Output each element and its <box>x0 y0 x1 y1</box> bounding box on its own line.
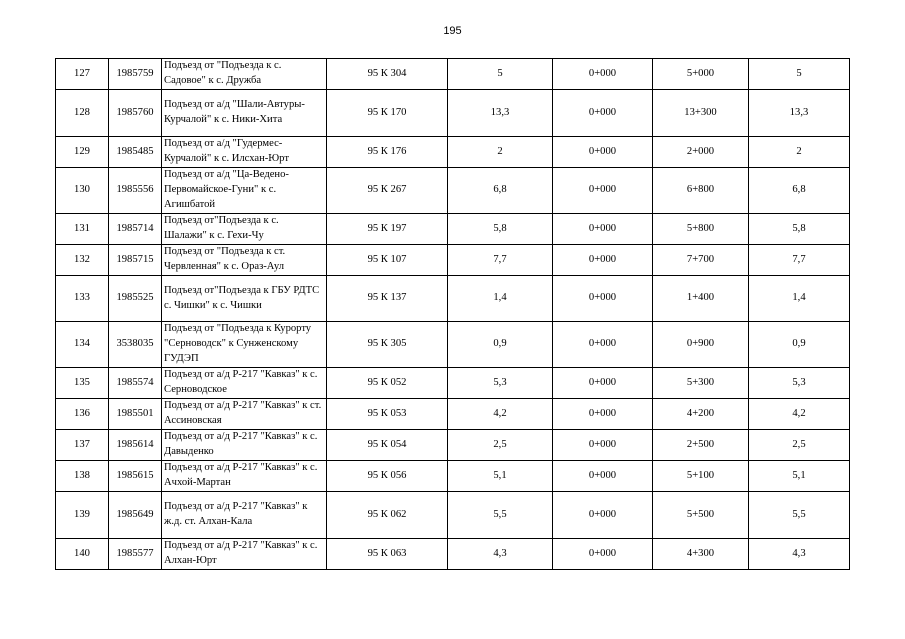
road-length-cell: 1,4 <box>448 276 553 322</box>
start-km-cell: 0+000 <box>553 59 653 90</box>
road-name-cell: Подъезд от "Подъезда к Курорту "Серноводск" к Сунженскому ГУДЭП <box>162 322 327 368</box>
start-km-cell: 0+000 <box>553 430 653 461</box>
road-length-cell: 4,2 <box>448 399 553 430</box>
end-km-cell: 4+200 <box>653 399 749 430</box>
row-number-cell: 131 <box>56 214 109 245</box>
total-length-cell: 1,4 <box>749 276 850 322</box>
total-length-cell: 4,2 <box>749 399 850 430</box>
table-row <box>56 168 850 214</box>
total-length-cell: 6,8 <box>749 168 850 214</box>
road-length-cell: 2,5 <box>448 430 553 461</box>
total-length-cell: 5,8 <box>749 214 850 245</box>
end-km-cell: 5+300 <box>653 368 749 399</box>
table-row <box>56 430 850 461</box>
start-km-cell: 0+000 <box>553 539 653 570</box>
road-length-cell: 5,8 <box>448 214 553 245</box>
end-km-cell: 2+000 <box>653 137 749 168</box>
start-km-cell: 0+000 <box>553 399 653 430</box>
road-id-cell: 3538035 <box>109 322 162 368</box>
road-code-cell: 95 К 107 <box>327 245 448 276</box>
row-number-cell: 138 <box>56 461 109 492</box>
road-length-cell: 5,3 <box>448 368 553 399</box>
road-length-cell: 5,5 <box>448 492 553 539</box>
road-id-cell: 1985715 <box>109 245 162 276</box>
end-km-cell: 5+500 <box>653 492 749 539</box>
total-length-cell: 5,1 <box>749 461 850 492</box>
end-km-cell: 6+800 <box>653 168 749 214</box>
table-row <box>56 322 850 368</box>
road-length-cell: 2 <box>448 137 553 168</box>
start-km-cell: 0+000 <box>553 322 653 368</box>
total-length-cell: 2,5 <box>749 430 850 461</box>
start-km-cell: 0+000 <box>553 492 653 539</box>
road-id-cell: 1985485 <box>109 137 162 168</box>
start-km-cell: 0+000 <box>553 461 653 492</box>
road-name-cell: Подъезд от а/д Р-217 "Кавказ" к с. Серноводское <box>162 368 327 399</box>
total-length-cell: 0,9 <box>749 322 850 368</box>
row-number-cell: 132 <box>56 245 109 276</box>
total-length-cell: 5,5 <box>749 492 850 539</box>
row-number-cell: 136 <box>56 399 109 430</box>
road-id-cell: 1985574 <box>109 368 162 399</box>
road-name-cell: Подъезд от а/д Р-217 "Кавказ" к с. Давыденко <box>162 430 327 461</box>
road-code-cell: 95 К 137 <box>327 276 448 322</box>
road-length-cell: 0,9 <box>448 322 553 368</box>
table-row <box>56 245 850 276</box>
road-length-cell: 6,8 <box>448 168 553 214</box>
row-number-cell: 134 <box>56 322 109 368</box>
road-name-cell: Подъезд от "Подъезда к ст. Червленная" к с. Ораз-Аул <box>162 245 327 276</box>
road-length-cell: 4,3 <box>448 539 553 570</box>
table-row <box>56 59 850 90</box>
road-name-cell: Подъезд от а/д Р-217 "Кавказ" к ст. Ассиновская <box>162 399 327 430</box>
road-code-cell: 95 К 056 <box>327 461 448 492</box>
road-id-cell: 1985760 <box>109 90 162 137</box>
end-km-cell: 4+300 <box>653 539 749 570</box>
road-code-cell: 95 К 170 <box>327 90 448 137</box>
start-km-cell: 0+000 <box>553 368 653 399</box>
road-code-cell: 95 К 197 <box>327 214 448 245</box>
road-id-cell: 1985556 <box>109 168 162 214</box>
road-name-cell: Подъезд от"Подъезда к ГБУ РДТС с. Чишки" к с. Чишки <box>162 276 327 322</box>
start-km-cell: 0+000 <box>553 168 653 214</box>
table-row <box>56 399 850 430</box>
road-code-cell: 95 К 304 <box>327 59 448 90</box>
start-km-cell: 0+000 <box>553 90 653 137</box>
start-km-cell: 0+000 <box>553 276 653 322</box>
table-row <box>56 492 850 539</box>
road-code-cell: 95 К 063 <box>327 539 448 570</box>
road-id-cell: 1985649 <box>109 492 162 539</box>
row-number-cell: 135 <box>56 368 109 399</box>
total-length-cell: 5 <box>749 59 850 90</box>
road-length-cell: 5 <box>448 59 553 90</box>
row-number-cell: 129 <box>56 137 109 168</box>
table-row <box>56 461 850 492</box>
total-length-cell: 13,3 <box>749 90 850 137</box>
roads-table <box>55 58 850 570</box>
total-length-cell: 5,3 <box>749 368 850 399</box>
start-km-cell: 0+000 <box>553 137 653 168</box>
table-row <box>56 276 850 322</box>
row-number-cell: 133 <box>56 276 109 322</box>
road-name-cell: Подъезд от а/д "Шали-Автуры-Курчалой" к с. Ники-Хита <box>162 90 327 137</box>
row-number-cell: 140 <box>56 539 109 570</box>
road-code-cell: 95 К 053 <box>327 399 448 430</box>
road-name-cell: Подъезд от а/д Р-217 "Кавказ" к с. Алхан-Юрт <box>162 539 327 570</box>
road-name-cell: Подъезд от а/д "Ца-Ведено-Первомайское-Гуни" к с. Агишбатой <box>162 168 327 214</box>
road-name-cell: Подъезд от"Подъезда к с. Шалажи" к с. Гехи-Чу <box>162 214 327 245</box>
road-code-cell: 95 К 062 <box>327 492 448 539</box>
total-length-cell: 7,7 <box>749 245 850 276</box>
row-number-cell: 137 <box>56 430 109 461</box>
end-km-cell: 7+700 <box>653 245 749 276</box>
road-id-cell: 1985759 <box>109 59 162 90</box>
end-km-cell: 1+400 <box>653 276 749 322</box>
end-km-cell: 0+900 <box>653 322 749 368</box>
road-code-cell: 95 К 052 <box>327 368 448 399</box>
road-code-cell: 95 К 305 <box>327 322 448 368</box>
page-number: 195 <box>443 25 462 37</box>
total-length-cell: 4,3 <box>749 539 850 570</box>
road-id-cell: 1985615 <box>109 461 162 492</box>
start-km-cell: 0+000 <box>553 214 653 245</box>
table-row <box>56 539 850 570</box>
road-length-cell: 7,7 <box>448 245 553 276</box>
end-km-cell: 5+000 <box>653 59 749 90</box>
end-km-cell: 5+100 <box>653 461 749 492</box>
road-id-cell: 1985525 <box>109 276 162 322</box>
road-name-cell: Подъезд от "Подъезда к с. Садовое" к с. Дружба <box>162 59 327 90</box>
end-km-cell: 5+800 <box>653 214 749 245</box>
table-row <box>56 90 850 137</box>
road-name-cell: Подъезд от а/д "Гудермес-Курчалой" к с. Илсхан-Юрт <box>162 137 327 168</box>
total-length-cell: 2 <box>749 137 850 168</box>
row-number-cell: 130 <box>56 168 109 214</box>
road-length-cell: 13,3 <box>448 90 553 137</box>
road-code-cell: 95 К 267 <box>327 168 448 214</box>
table-row <box>56 214 850 245</box>
end-km-cell: 2+500 <box>653 430 749 461</box>
road-name-cell: Подъезд от а/д Р-217 "Кавказ" к с. Ачхой-Мартан <box>162 461 327 492</box>
row-number-cell: 139 <box>56 492 109 539</box>
road-name-cell: Подъезд от а/д Р-217 "Кавказ" к ж.д. ст. Алхан-Кала <box>162 492 327 539</box>
row-number-cell: 128 <box>56 90 109 137</box>
road-id-cell: 1985614 <box>109 430 162 461</box>
table-row <box>56 137 850 168</box>
road-code-cell: 95 К 176 <box>327 137 448 168</box>
road-id-cell: 1985714 <box>109 214 162 245</box>
start-km-cell: 0+000 <box>553 245 653 276</box>
row-number-cell: 127 <box>56 59 109 90</box>
road-id-cell: 1985501 <box>109 399 162 430</box>
table-row <box>56 368 850 399</box>
end-km-cell: 13+300 <box>653 90 749 137</box>
road-code-cell: 95 К 054 <box>327 430 448 461</box>
road-id-cell: 1985577 <box>109 539 162 570</box>
road-length-cell: 5,1 <box>448 461 553 492</box>
